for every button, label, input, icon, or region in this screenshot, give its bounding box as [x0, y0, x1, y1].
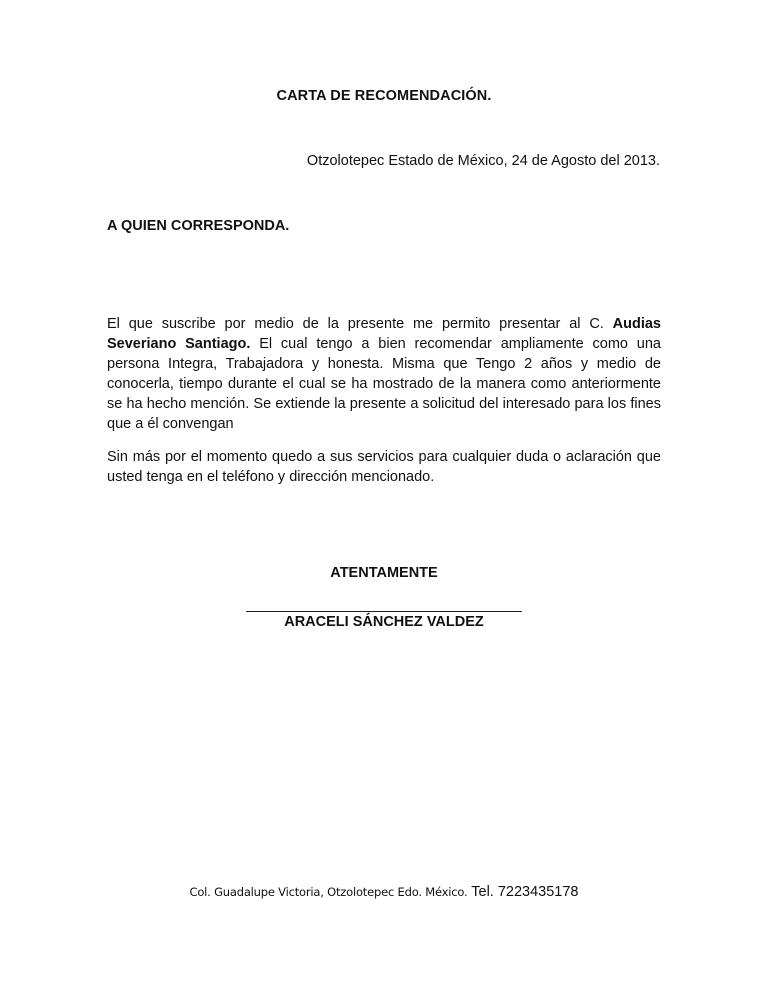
- paragraph-rest: El cual tengo a bien recomendar ampliamente como una persona Integra, Trabajadora y honesta. Misma que Tengo 2 años y medio de conocerla, tiempo durante el cual se ha mostrado de la manera como anteriormente se ha hecho mención. Se extiende la presente a solicitud del interesado para los fines que a él convengan: [107, 336, 661, 432]
- recommended-person-name: Audias Severiano Santiago.: [107, 316, 661, 352]
- paragraph-intro: El que suscribe por medio de la presente me permito presentar al C.: [107, 316, 613, 332]
- footer: [0, 884, 768, 900]
- closing-block: [0, 565, 768, 581]
- body-paragraph-2: Sin más por el momento quedo a sus servicios para cualquier duda o aclaración que usted tenga en el teléfono y dirección mencionado.: [107, 449, 661, 485]
- letter-title: CARTA DE RECOMENDACIÓN.: [276, 88, 492, 104]
- closing-text: ATENTAMENTE: [330, 565, 438, 581]
- salutation: A QUIEN CORRESPONDA.: [107, 218, 290, 234]
- place-date: Otzolotepec Estado de México, 24 de Agosto del 2013.: [306, 153, 660, 169]
- footer-address: Col. Guadalupe Victoria, Otzolotepec Edo. México.: [189, 885, 468, 899]
- signature-line: [246, 611, 522, 612]
- signer-name: ARACELI SÁNCHEZ VALDEZ: [284, 614, 484, 630]
- footer-phone: Tel. 7223435178: [471, 884, 579, 900]
- body-paragraph-1: [107, 314, 661, 434]
